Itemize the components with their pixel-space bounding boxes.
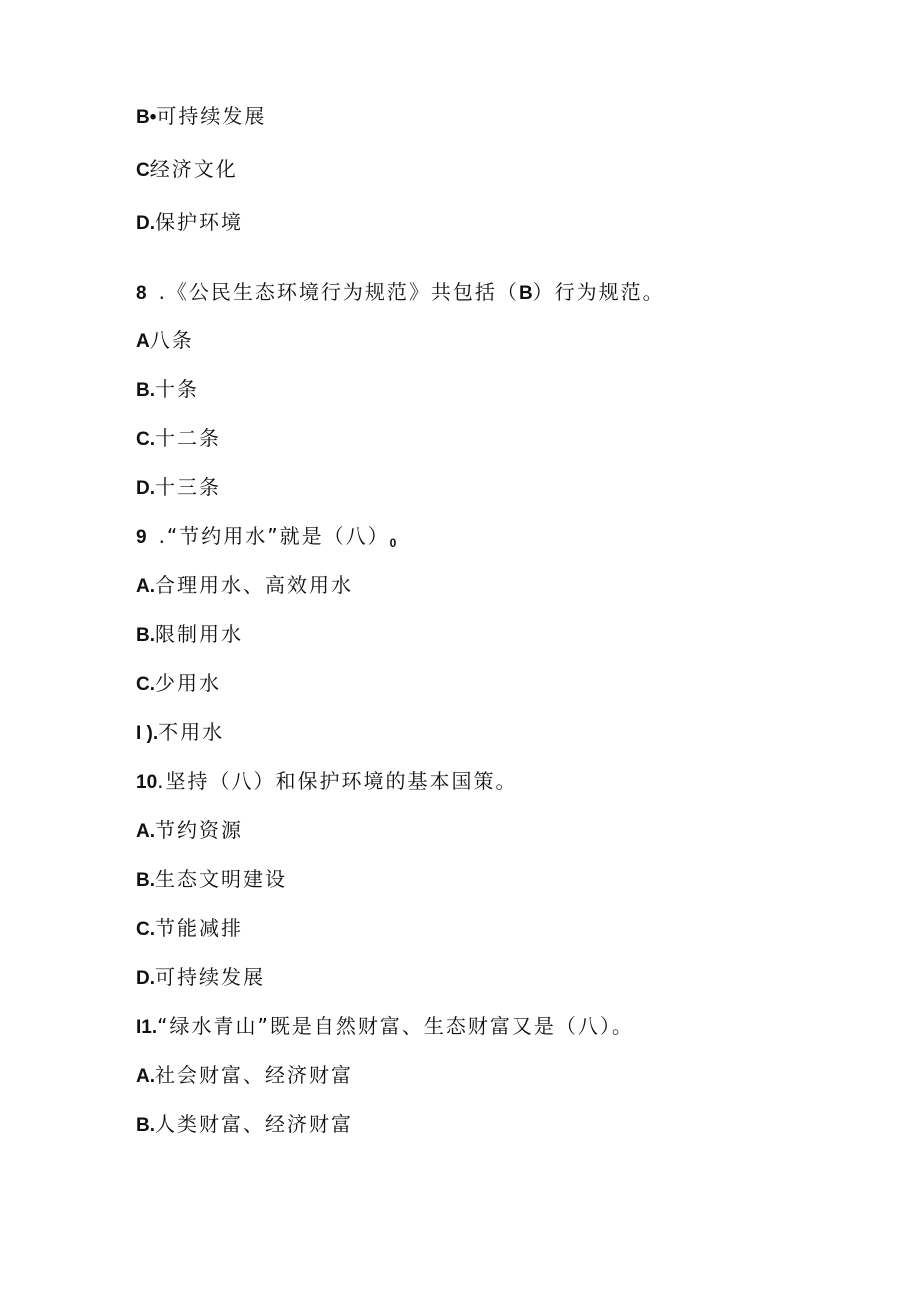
question-tail: 0 bbox=[389, 536, 397, 550]
option-text: 限制用水 bbox=[155, 622, 243, 646]
option-label: A. bbox=[136, 1066, 155, 1087]
option-a-line bbox=[136, 324, 194, 356]
option-label: C. bbox=[136, 429, 155, 450]
option-label: B. bbox=[136, 380, 155, 401]
option-label: D. bbox=[136, 478, 155, 499]
question-number: 8 bbox=[136, 283, 147, 304]
option-b-line bbox=[136, 863, 287, 895]
answer-letter: B bbox=[518, 283, 533, 304]
option-label: B. bbox=[136, 625, 155, 646]
option-b-line bbox=[136, 373, 199, 405]
option-text: 不用水 bbox=[158, 720, 225, 744]
option-b-line bbox=[136, 100, 266, 132]
option-text: 十二条 bbox=[155, 426, 221, 450]
option-text: 节约资源 bbox=[155, 818, 243, 842]
question-number: 9 bbox=[136, 527, 147, 548]
option-label: A bbox=[136, 331, 150, 352]
option-text: 十三条 bbox=[155, 475, 221, 499]
option-label: C. bbox=[136, 674, 155, 695]
question-text-end: ）行为规范。 bbox=[532, 280, 665, 304]
option-label: A. bbox=[136, 821, 155, 842]
option-label: D. bbox=[136, 968, 155, 989]
option-text: 人类财富、经济财富 bbox=[155, 1112, 353, 1136]
option-a-line bbox=[136, 1059, 353, 1091]
option-text: 八条 bbox=[149, 328, 194, 352]
option-label: C. bbox=[136, 919, 155, 940]
option-c-line bbox=[136, 422, 221, 454]
question-10 bbox=[136, 765, 518, 797]
option-d-line bbox=[136, 716, 224, 748]
option-label: B• bbox=[136, 107, 157, 128]
option-a-line bbox=[136, 814, 243, 846]
option-b-line bbox=[136, 1108, 353, 1140]
question-text: .“节约用水”就是（八） bbox=[158, 524, 390, 548]
question-number: 10 bbox=[136, 772, 158, 793]
option-c-line bbox=[136, 667, 221, 699]
option-label: I ). bbox=[136, 723, 159, 744]
option-d-line bbox=[136, 961, 265, 993]
question-text: .《公民生态环境行为规范》共包括（ bbox=[158, 280, 519, 304]
option-b-line bbox=[136, 618, 243, 650]
option-d-line bbox=[136, 206, 243, 238]
option-text: 保护环境 bbox=[155, 210, 243, 234]
option-text: 合理用水、高效用水 bbox=[155, 573, 353, 597]
option-label: C bbox=[136, 160, 150, 181]
option-text: 十条 bbox=[155, 377, 199, 401]
option-text: 少用水 bbox=[155, 671, 221, 695]
option-text: 社会财富、经济财富 bbox=[155, 1063, 353, 1087]
option-label: D. bbox=[136, 213, 155, 234]
option-d-line bbox=[136, 471, 221, 503]
option-a-line bbox=[136, 569, 353, 601]
option-label: A. bbox=[136, 576, 155, 597]
option-c-line bbox=[136, 912, 243, 944]
question-11 bbox=[136, 1010, 634, 1042]
option-text: 可持续发展 bbox=[155, 965, 265, 989]
option-text: 节能减排 bbox=[155, 916, 243, 940]
option-label: B. bbox=[136, 870, 155, 891]
option-text: 生态文明建设 bbox=[155, 867, 287, 891]
option-c-line bbox=[136, 153, 238, 185]
question-text: “绿水青山”既是自然财富、生态财富又是（八）。 bbox=[157, 1014, 634, 1038]
question-number: I1. bbox=[136, 1017, 158, 1038]
option-text: 可持续发展 bbox=[156, 104, 267, 128]
question-9 bbox=[136, 520, 396, 552]
option-label: B. bbox=[136, 1115, 155, 1136]
question-8 bbox=[136, 276, 665, 308]
question-text: .坚持（八）和保护环境的基本国策。 bbox=[157, 769, 518, 793]
option-text: 经济文化 bbox=[149, 157, 238, 181]
